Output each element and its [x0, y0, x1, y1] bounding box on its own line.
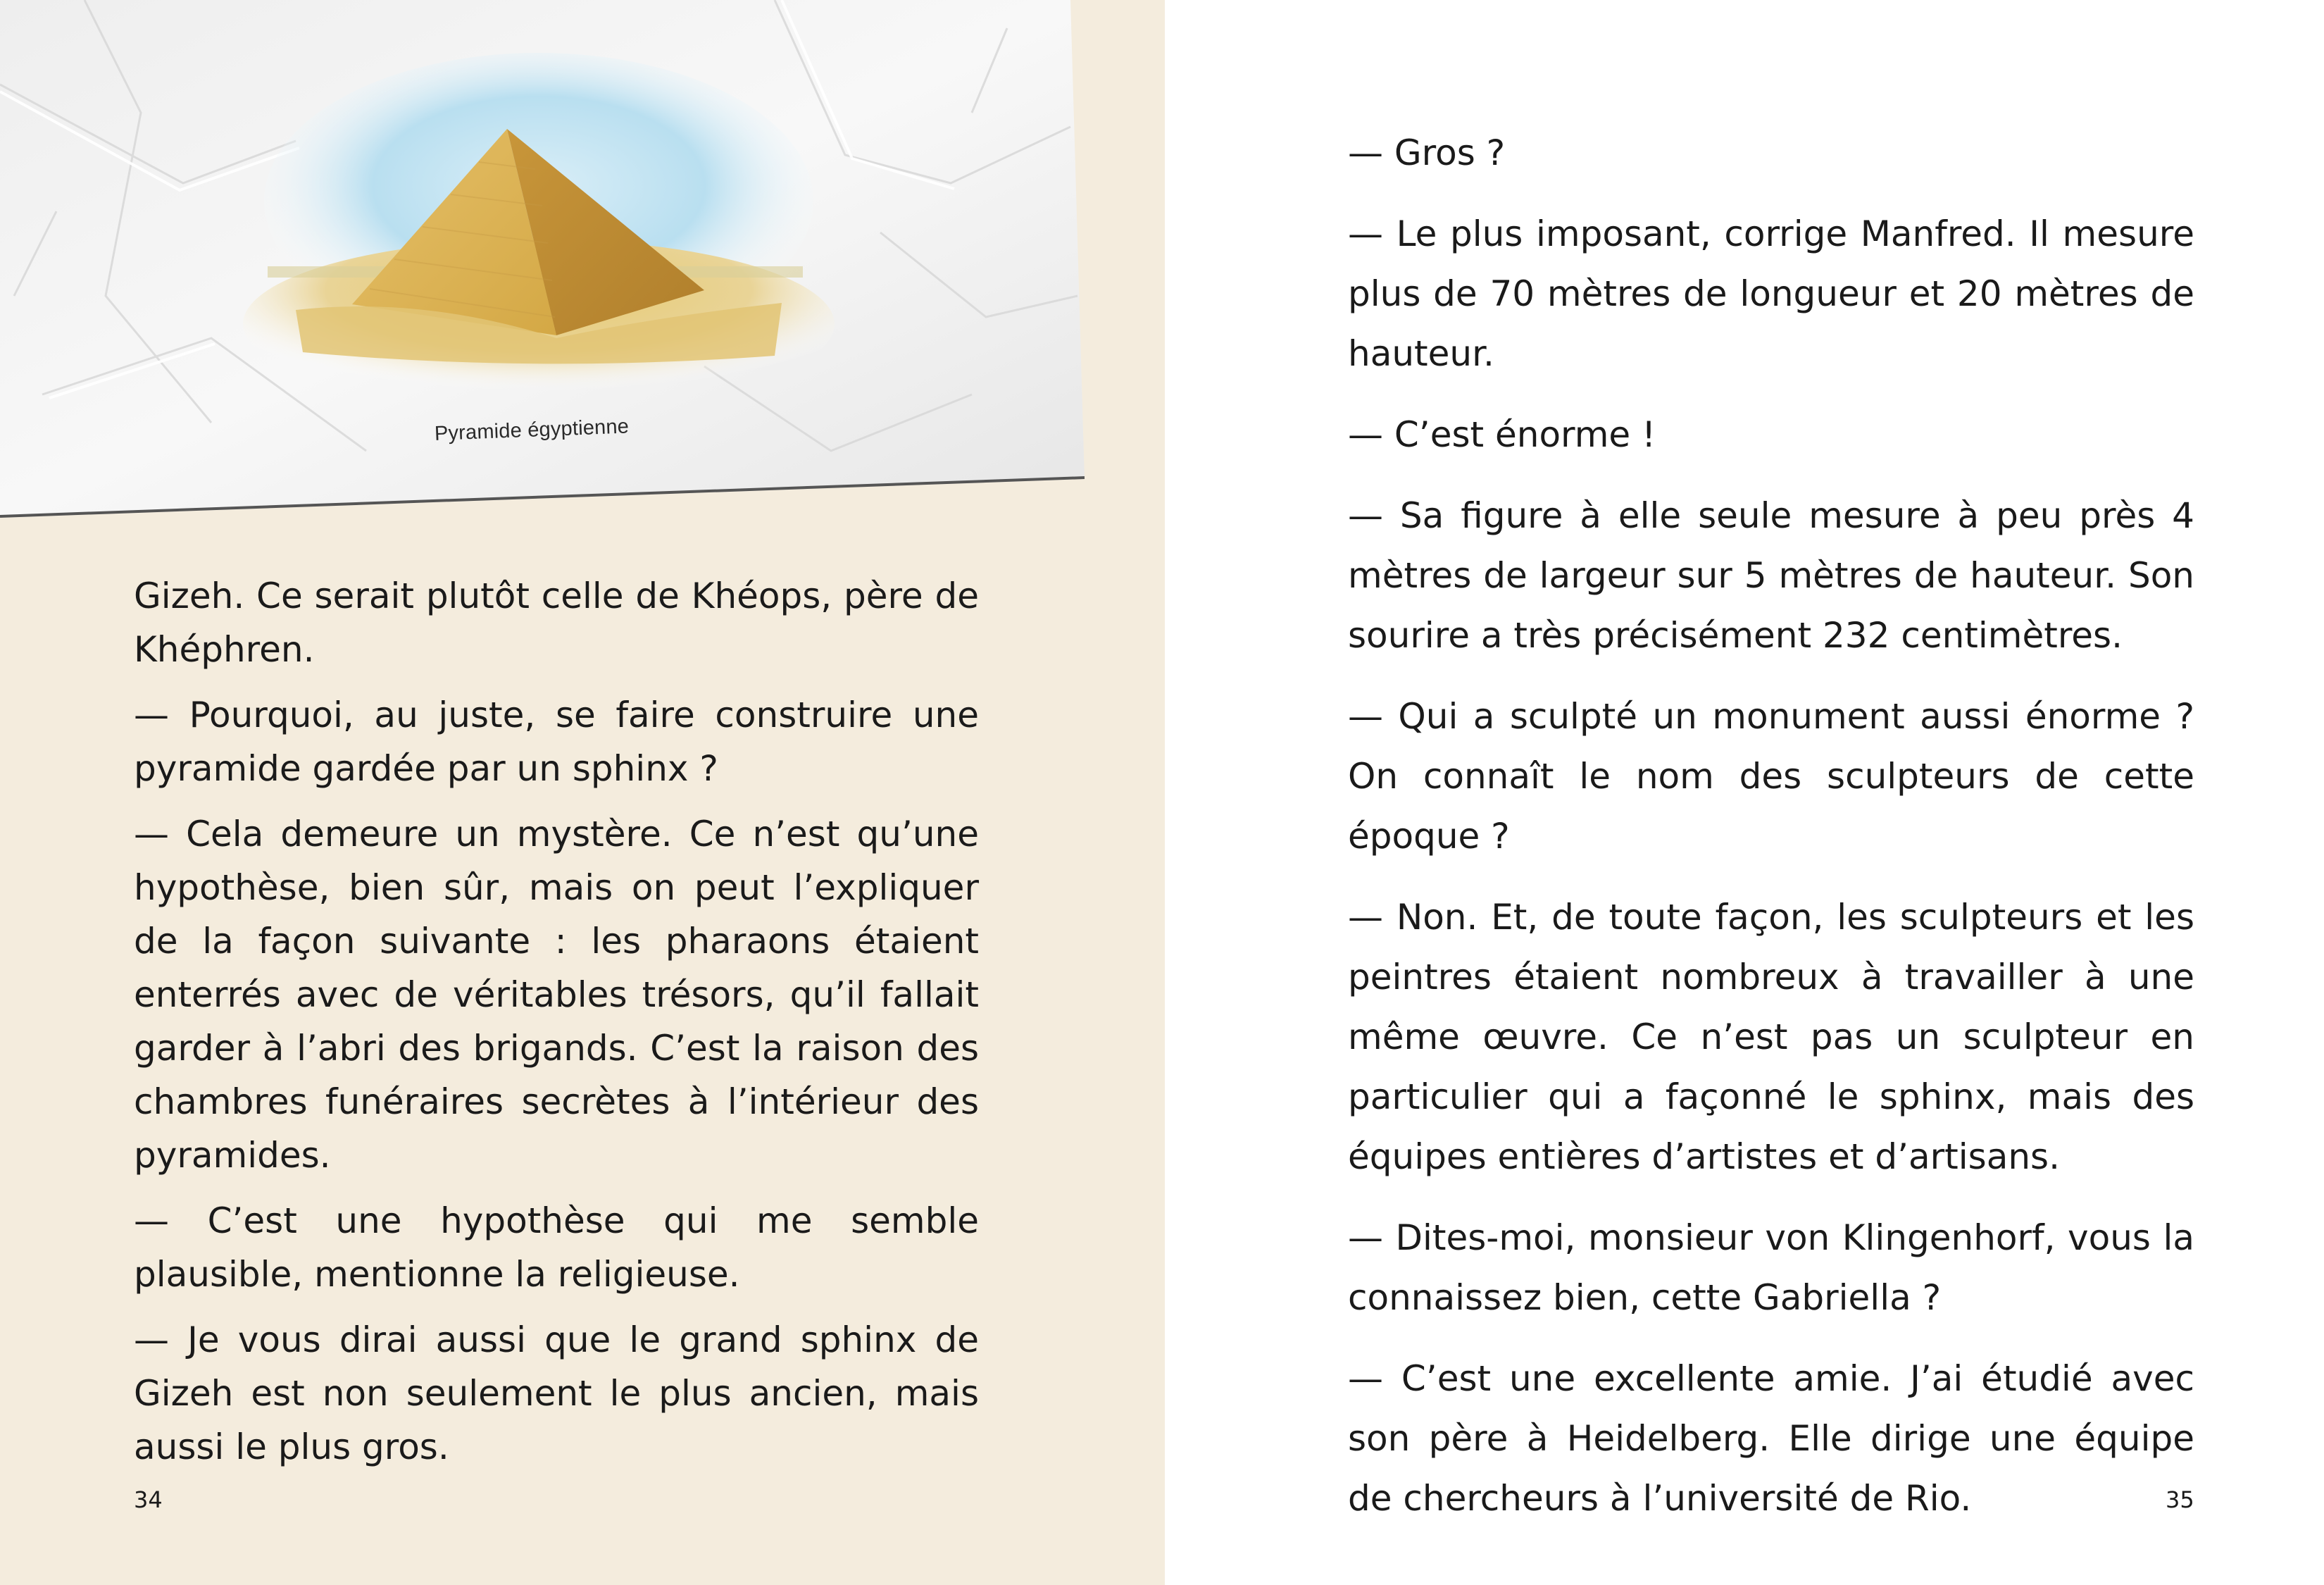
- paragraph: — C’est une excellente amie. J’ai étudié avec son père à Heidelberg. Elle dirige une équipe de chercheurs à l’université de Rio.: [1348, 1358, 2194, 1519]
- right-page-text: [1348, 123, 2194, 1550]
- paragraph: — C’est énorme !: [1348, 414, 1656, 455]
- page-number-left: 34: [134, 1486, 163, 1513]
- paragraph: — Dites-moi, monsieur von Klingenhorf, vous la connaissez bien, cette Gabriella ?: [1348, 1217, 2194, 1318]
- illustration-caption: Pyramide égyptienne: [434, 415, 630, 445]
- paragraph: — Cela demeure un mystère. Ce n’est qu’une hypothèse, bien sûr, mais on peut l’expliquer de la façon suivante : les pharaons étaient enterrés avec de véritables trésors, qu’il fallait garder à l’abri des brigands. C’est la raison des chambres funéraires secrètes à l’intérieur des pyramides.: [134, 814, 979, 1176]
- paragraph: — Pourquoi, au juste, se faire construire une pyramide gardée par un sphinx ?: [134, 695, 979, 789]
- paragraph: — C’est une hypothèse qui me semble plausible, mentionne la religieuse.: [134, 1200, 979, 1295]
- paragraph: — Sa figure à elle seule mesure à peu près 4 mètres de largeur sur 5 mètres de hauteur. Son sourire a très précisément 232 centimètres.: [1348, 495, 2194, 656]
- paragraph: — Le plus imposant, corrige Manfred. Il mesure plus de 70 mètres de longueur et 20 mètres de hauteur.: [1348, 213, 2194, 374]
- paragraph: — Je vous dirai aussi que le grand sphinx de Gizeh est non seulement le plus ancien, mais aussi le plus gros.: [134, 1319, 979, 1467]
- page-number-right: 35: [2166, 1486, 2194, 1513]
- paragraph: — Qui a sculpté un monument aussi énorme ? On connaît le nom des sculpteurs de cette époque ?: [1348, 696, 2194, 857]
- paragraph: — Non. Et, de toute façon, les sculpteurs et les peintres étaient nombreux à travailler à une même œuvre. Ce n’est pas un sculpteur en particulier qui a façonné le sphinx, mais des équipes entières d’artistes et d’artisans.: [1348, 897, 2194, 1177]
- left-page-text: [134, 569, 979, 1486]
- paragraph: Gizeh. Ce serait plutôt celle de Khéops, père de Khéphren.: [134, 576, 979, 670]
- paragraph: — Gros ?: [1348, 132, 1506, 173]
